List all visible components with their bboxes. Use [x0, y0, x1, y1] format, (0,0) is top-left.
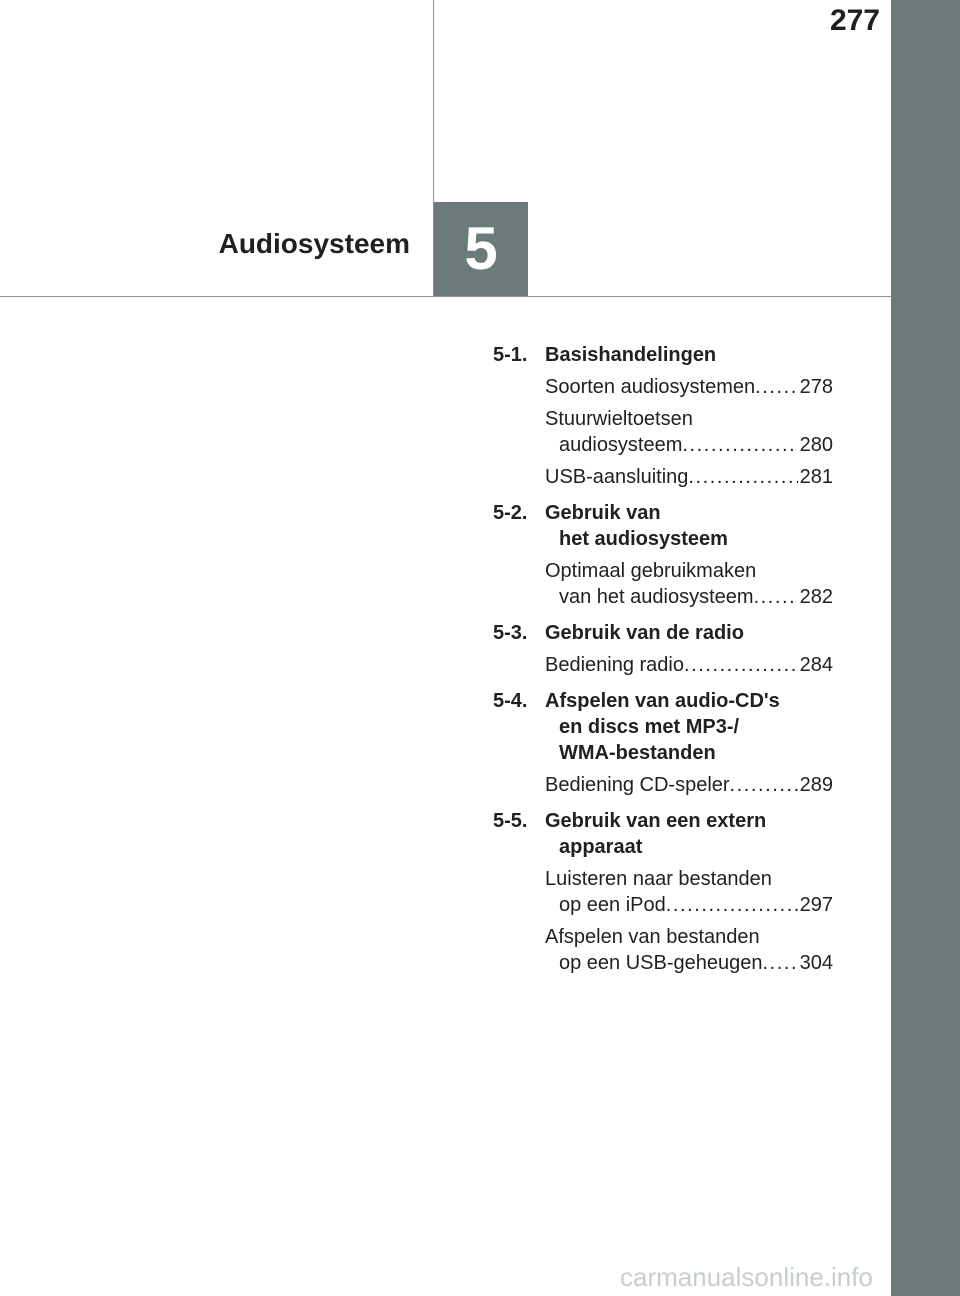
toc-section-heading	[493, 688, 833, 766]
entry-leader-row	[545, 374, 833, 400]
entry-page-number: 280	[799, 434, 833, 456]
toc-entry[interactable]	[545, 406, 833, 458]
entry-text: op een USB-geheugen	[559, 952, 763, 974]
section-title-line: en discs met MP3-/	[559, 716, 740, 738]
toc-entry[interactable]	[545, 374, 833, 400]
entry-text: Bediening CD-speler	[545, 774, 730, 796]
entry-text: audiosysteem	[559, 434, 683, 456]
toc-entry[interactable]	[545, 866, 833, 918]
table-of-contents	[493, 342, 833, 976]
section-title-line: Gebruik van	[545, 502, 661, 524]
entry-leader-row	[545, 584, 833, 610]
entry-text-line	[545, 464, 798, 490]
page-number: 277	[829, 4, 880, 37]
entry-text: Bediening radio	[545, 654, 684, 676]
section-title	[545, 500, 833, 552]
entry-text-line: Optimaal gebruikmaken	[545, 560, 757, 582]
section-title-line: Gebruik van een extern	[545, 810, 767, 832]
section-title-line: Basishandelingen	[545, 344, 717, 366]
toc-section-heading	[493, 620, 833, 646]
entry-leader-row	[545, 432, 833, 458]
entry-page-number: 284	[799, 654, 833, 676]
section-title-line: WMA-bestanden	[559, 742, 716, 764]
section-number: 5-5.	[493, 810, 528, 832]
entry-text: van het audiosysteem	[559, 586, 754, 608]
toc-entry[interactable]	[545, 652, 833, 678]
entry-text-line	[559, 892, 798, 918]
toc-section-heading	[493, 500, 833, 552]
entry-text-line: Afspelen van bestanden	[545, 926, 760, 948]
divider-horizontal	[0, 296, 891, 297]
entry-text-line: Stuurwieltoetsen	[545, 408, 693, 430]
section-title	[545, 688, 833, 766]
entry-text-line	[545, 652, 798, 678]
chapter-number-box: 5	[434, 202, 528, 296]
section-number: 5-3.	[493, 622, 528, 644]
toc-entry[interactable]	[545, 464, 833, 490]
chapter-title: Audiosysteem	[218, 228, 410, 259]
watermark: carmanualsonline.info	[620, 1262, 873, 1292]
section-number: 5-1.	[493, 344, 528, 366]
entry-page-number: 297	[799, 894, 833, 916]
toc-entry[interactable]	[545, 772, 833, 798]
toc-entry[interactable]	[545, 558, 833, 610]
entry-page-number: 278	[799, 376, 833, 398]
entry-text: Soorten audiosystemen	[545, 376, 756, 398]
entry-page-number: 304	[799, 952, 833, 974]
entry-leader-row	[545, 772, 833, 798]
section-title-line: Gebruik van de radio	[545, 622, 744, 644]
entry-leader-row	[545, 652, 833, 678]
toc-section-heading	[493, 808, 833, 860]
toc-section-heading	[493, 342, 833, 368]
entry-text: op een iPod	[559, 894, 666, 916]
entry-text-line	[559, 584, 798, 610]
entry-page-number: 281	[799, 466, 833, 488]
entry-text-line	[545, 772, 798, 798]
entry-text-line	[545, 374, 798, 400]
entry-text-line	[559, 432, 798, 458]
section-title-line: het audiosysteem	[559, 528, 728, 550]
entry-text: USB-aansluiting	[545, 466, 689, 488]
section-title	[545, 808, 833, 860]
section-title	[545, 342, 833, 368]
entry-text-line: Luisteren naar bestanden	[545, 868, 772, 890]
entry-leader-row	[545, 950, 833, 976]
toc-entry[interactable]	[545, 924, 833, 976]
section-title	[545, 620, 833, 646]
entry-leader-row	[545, 892, 833, 918]
chapter-side-tab	[891, 0, 960, 1296]
entry-page-number: 282	[799, 586, 833, 608]
section-title-line: apparaat	[559, 836, 643, 858]
entry-text-line	[559, 950, 798, 976]
entry-leader-row	[545, 464, 833, 490]
entry-page-number: 289	[799, 774, 833, 796]
section-number: 5-4.	[493, 690, 528, 712]
section-title-line: Afspelen van audio-CD's	[545, 690, 780, 712]
section-number: 5-2.	[493, 502, 528, 524]
